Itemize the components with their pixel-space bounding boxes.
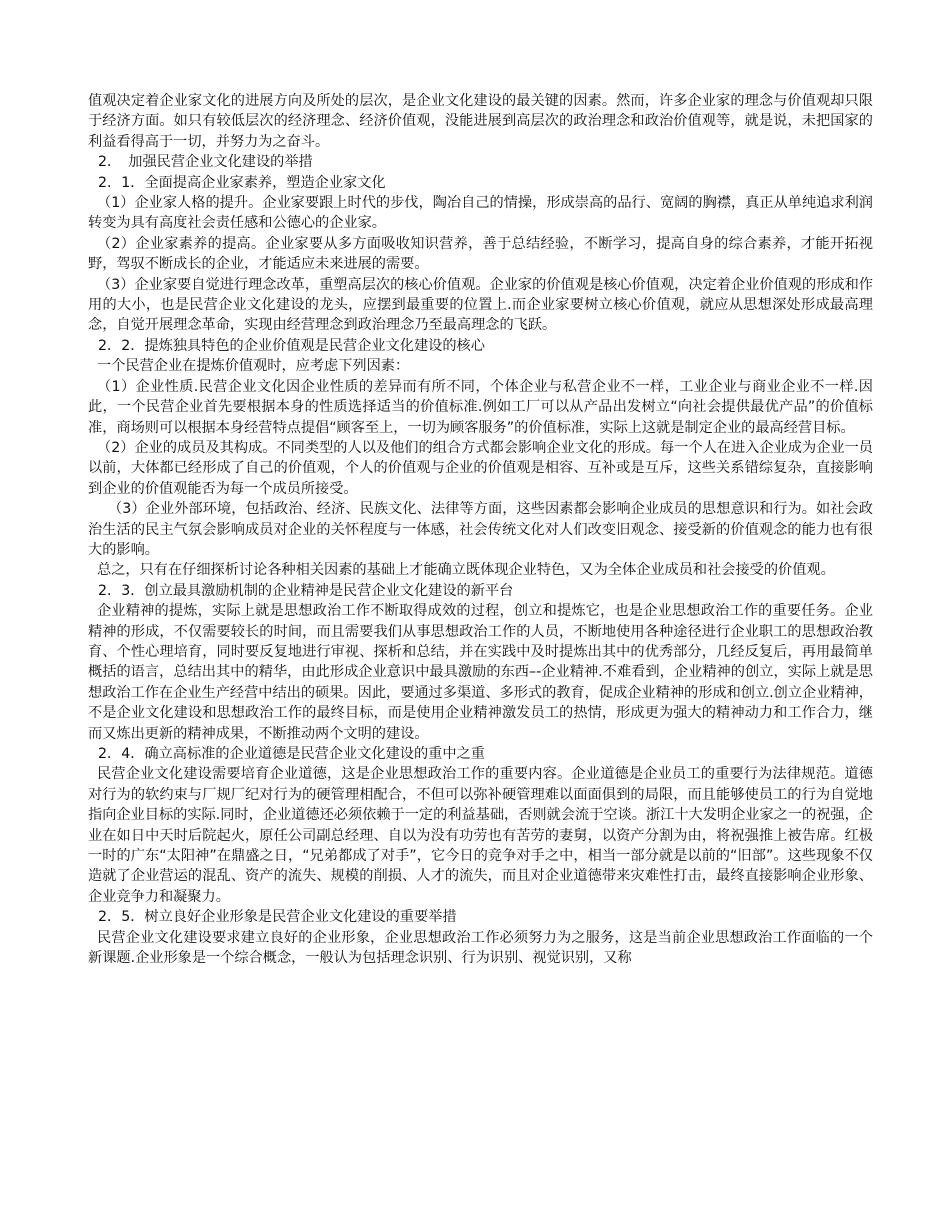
paragraph: 民营企业文化建设要求建立良好的企业形象，企业思想政治工作必须努力为之服务，这是当前企业思想政治工作面临的一个新课题.企业形象是一个综合概念，一般认为包括理念识别、行为识别、视觉识别，又称 <box>88 929 873 967</box>
paragraph: 总之，只有在仔细探析讨论各种相关因素的基础上才能确立既体现企业特色，又为全体企业成员和社会接受的价值观。 <box>97 562 835 579</box>
subsection-heading: 2．1．全面提高企业家素养，塑造企业家文化 <box>98 174 386 191</box>
paragraph: 企业精神的提炼，实际上就是思想政治工作不断取得成效的过程，创立和提炼它，也是企业思想政治工作的重要任务。企业精神的形成，不仅需要较长的时间，而且需要我们从事思想政治工作的人员，不断地使用各种途径进行企业职工的思想政治教育、个性心理培育，同时要反复地进行审视、探析和总结，并在实践中及时提炼出其中的优秀部分，几经反复后，再用最简单概括的语言，总结出其中的精华，由此形成企业意识中最具激励的东西–-企业精神.不难看到，企业精神的创立，实际上就是思想政治工作在企业生产经营中结出的硕果。因此，要通过多渠道、多形式的教育，促成企业精神的形成和创立.创立企业精神，不是企业文化建设和思想政治工作的最终目标，而是使用企业精神激发员工的热情，形成更为强大的精神动力和工作合力，继而又炼出更新的精神成果，不断推动两个文明的建设。 <box>88 603 873 742</box>
paragraph: 民营企业文化建设需要培育企业道德，这是企业思想政治工作的重要内容。企业道德是企业员工的重要行为法律规范。道德对行为的软约束与厂规厂纪对行为的硬管理相配合，不但可以弥补硬管理难以面面俱到的局限，而且能够使员工的行为自觉地指向企业目标的实际.同时，企业道德还必须依赖于一定的利益基础，否则就会流于空谈。浙江十大发明企业家之一的祝强，企业在如日中天时后院起火，原任公司副总经理、自以为没有功劳也有苦劳的妻舅，以资产分割为由，将祝强推上被告席。红极一时的广东“太阳神”在鼎盛之日，“兄弟都成了对手”，它今日的竞争对手之中，相当一部分就是以前的“旧部”。这些现象不仅造就了企业营运的混乱、资产的流失、规模的削损、人才的流失，而且对企业道德带来灾难性打击，最终直接影响企业形象、企业竞争力和凝聚力。 <box>88 766 873 905</box>
paragraph: （1）企业家人格的提升。企业家要跟上时代的步伐，陶冶自己的情操，形成崇高的品行、宽阔的胸襟，真正从单纯追求利润转变为具有高度社会责任感和公德心的企业家。 <box>88 195 873 232</box>
section-heading: 2． 加强民营企业文化建设的举措 <box>98 154 313 171</box>
subsection-heading: 2．5．树立良好企业形象是民营企业文化建设的重要举措 <box>98 909 457 926</box>
paragraph: （2）企业家素养的提高。企业家要从多方面吸收知识营养，善于总结经验，不断学习，提高自身的综合素养，才能开拓视野，驾驭不断成长的企业，才能适应未来进展的需要。 <box>88 235 873 273</box>
paragraph: 一个民营企业在提炼价值观时，应考虑下列因素： <box>97 358 410 375</box>
subsection-heading: 2．3．创立最具激励机制的企业精神是民营企业文化建设的新平台 <box>98 582 514 599</box>
paragraph: （2）企业的成员及其构成。不同类型的人以及他们的组合方式都会影响企业文化的形成。每一个人在进入企业成为企业一员以前，大体都已经形成了自己的价值观，个人的价值观与企业的价值观是相容、互补或是互斥，这些关系错综复杂，直接影响到企业的价值观能否为每一个成员所接受。 <box>88 439 873 497</box>
paragraph: 值观决定着企业家文化的进展方向及所处的层次，是企业文化建设的最关键的因素。然而，许多企业家的理念与价值观却只限于经济方面。如只有较低层次的经济理念、经济价值观，没能进展到高层次的政治理念和政治价值观等，就是说，未把国家的利益看得高于一切，并努力为之奋斗。 <box>88 93 873 150</box>
paragraph: （3）企业外部环境，包括政治、经济、民族文化、法律等方面，这些因素都会影响企业成员的思想意识和行为。如社会政治生活的民主气氛会影响成员对企业的关怀程度与一体感，社会传统文化对人们改变旧观念、接受新的价值观念的能力也有很大的影响。 <box>88 501 873 558</box>
subsection-heading: 2．2．提炼独具特色的企业价值观是民营企业文化建设的核心 <box>98 337 485 354</box>
document-page <box>88 91 873 968</box>
paragraph: （3）企业家要自觉进行理念改革，重塑高层次的核心价值观。企业家的价值观是核心价值观，决定着企业价值观的形成和作用的大小，也是民营企业文化建设的龙头，应摆到最重要的位置上.而企业家要树立核心价值观，就应从思想深处形成最高理念，自觉开展理念革命，实现由经营理念到政治理念乃至最高理念的飞跃。 <box>88 276 873 334</box>
subsection-heading: 2．4．确立高标准的企业道德是民营企业文化建设的重中之重 <box>98 746 485 762</box>
paragraph: （1）企业性质.民营企业文化因企业性质的差异而有所不同，个体企业与私营企业不一样，工业企业与商业企业不一样.因此，一个民营企业首先要根据本身的性质选择适当的价值标准.例如工厂可以从产品出发树立“向社会提供最优产品”的价值标准，商场则可以根据本身经营特点提倡“顾客至上，一切为顾客服务”的价值标准，实际上这就是制定企业的最高经营目标。 <box>88 378 873 436</box>
